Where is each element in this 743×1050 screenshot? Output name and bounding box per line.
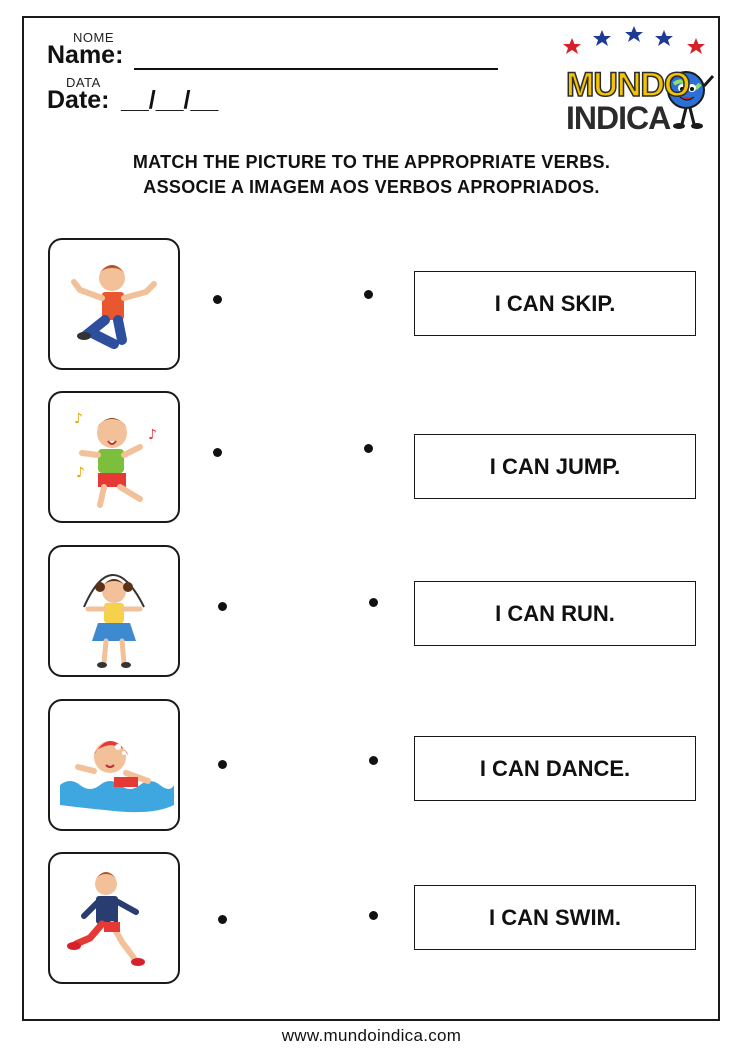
match-dot-right-1[interactable] bbox=[364, 290, 373, 299]
match-dot-left-3[interactable] bbox=[218, 602, 227, 611]
date-small-label: DATA bbox=[66, 75, 101, 90]
match-dot-right-4[interactable] bbox=[369, 756, 378, 765]
stars-icon bbox=[563, 26, 705, 54]
match-dot-right-3[interactable] bbox=[369, 598, 378, 607]
name-label: Name: bbox=[47, 41, 124, 69]
boy-running-icon bbox=[50, 854, 182, 986]
name-small-label: NOME bbox=[73, 30, 114, 45]
match-dot-right-2[interactable] bbox=[364, 444, 373, 453]
svg-text:♪: ♪ bbox=[76, 465, 85, 481]
child-swimming-icon bbox=[50, 701, 182, 833]
instruction-portuguese: ASSOCIE A IMAGEM AOS VERBOS APROPRIADOS. bbox=[143, 177, 600, 197]
picture-card-4[interactable] bbox=[48, 699, 180, 831]
svg-text:♪: ♪ bbox=[74, 411, 83, 427]
picture-card-3[interactable] bbox=[48, 545, 180, 677]
child-jumping-icon bbox=[50, 240, 182, 372]
match-dot-left-5[interactable] bbox=[218, 915, 227, 924]
match-dot-left-4[interactable] bbox=[218, 760, 227, 769]
verb-box-5[interactable]: I CAN SWIM. bbox=[414, 885, 696, 950]
date-input[interactable]: __/__/__ bbox=[121, 86, 219, 114]
picture-card-5[interactable] bbox=[48, 852, 180, 984]
child-dancing-icon bbox=[50, 393, 182, 525]
verb-box-1[interactable]: I CAN SKIP. bbox=[414, 271, 696, 336]
date-label: Date: bbox=[47, 86, 110, 114]
logo-text-line2: INDICA bbox=[566, 100, 671, 136]
verb-box-2[interactable]: I CAN JUMP. bbox=[414, 434, 696, 499]
logo-text-line1: MUNDO bbox=[566, 66, 690, 104]
instruction-english: MATCH THE PICTURE TO THE APPROPRIATE VERBS. bbox=[132, 152, 611, 172]
match-dot-right-5[interactable] bbox=[369, 911, 378, 920]
verb-box-3[interactable]: I CAN RUN. bbox=[414, 581, 696, 646]
name-input-line[interactable] bbox=[134, 68, 498, 70]
match-dot-left-1[interactable] bbox=[213, 295, 222, 304]
girl-skipping-rope-icon bbox=[50, 547, 182, 679]
svg-text:♪: ♪ bbox=[148, 427, 157, 443]
picture-card-1[interactable] bbox=[48, 238, 180, 370]
mundo-indica-logo bbox=[558, 24, 718, 136]
match-dot-left-2[interactable] bbox=[213, 448, 222, 457]
picture-card-2[interactable] bbox=[48, 391, 180, 523]
footer-url[interactable]: www.mundoindica.com bbox=[281, 1026, 462, 1045]
verb-box-4[interactable]: I CAN DANCE. bbox=[414, 736, 696, 801]
